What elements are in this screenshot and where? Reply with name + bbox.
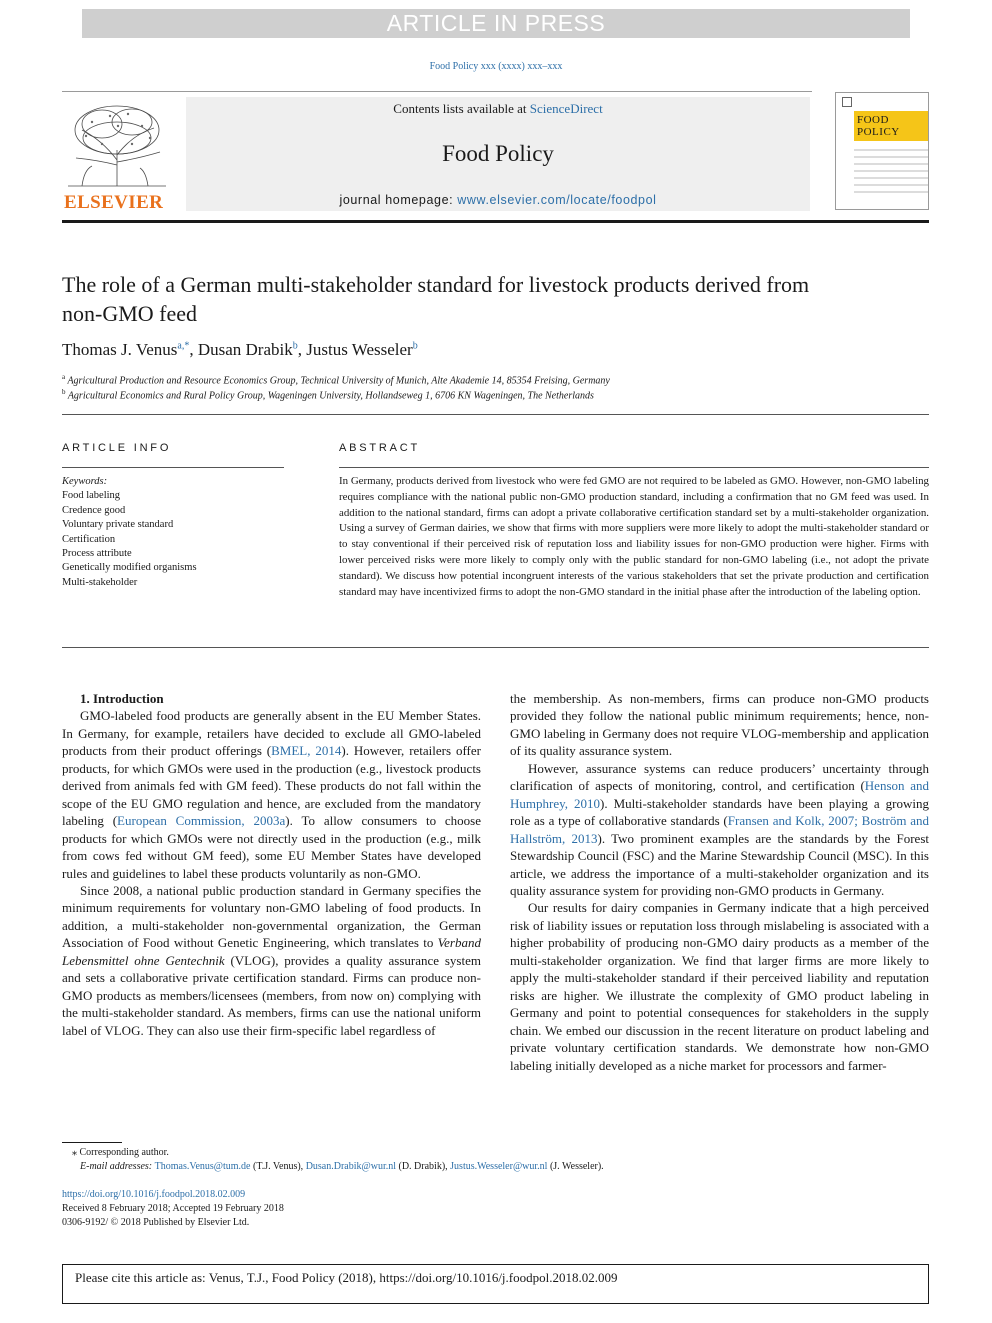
keywords-block — [62, 475, 284, 590]
keyword: Process attribute — [62, 548, 132, 560]
email-addresses: E-mail addresses: Thomas.Venus@tum.de (T.J. Venus), Dusan.Drabik@wur.nl (D. Drabik), Justus.Wesseler@wur.nl (J. Wesseler). — [80, 1161, 604, 1172]
cover-title-line1: FOOD — [857, 114, 889, 126]
article-info-rule — [62, 467, 284, 468]
homepage-link[interactable]: www.elsevier.com/locate/foodpol — [457, 193, 657, 207]
abstract-rule — [339, 467, 929, 468]
author-separator: , — [297, 340, 307, 359]
copyright-line: 0306-9192/ © 2018 Published by Elsevier Ltd. — [62, 1217, 250, 1228]
paragraph: However, assurance systems can reduce producers’ uncertainty through clarification of aspects of monitoring, control, and certification (Henson and Humphrey, 2010). Multi-stakeholder standards have been playing a growing role as a type of collaborative standards (Fransen and Kolk, 2007; Boström and Hallström, 2013). Two prominent examples are the standards by the Forest Stewardship Council (FSC) and the Marine Stewardship Council (MSC). In this article, we address the importance of a multi-stakeholder organization and its quality assurance system for providing non-GMO products in Germany. — [510, 760, 930, 898]
email-link[interactable]: Justus.Wesseler@wur.nl — [450, 1161, 548, 1172]
abstract-divider — [62, 647, 929, 648]
affiliation-text: Agricultural Economics and Rural Policy Group, Wageningen University, Hollandseweg 1, 6706 KN Wageningen, The Netherlands — [67, 390, 594, 402]
affiliation-mark: a — [62, 373, 66, 381]
article-info-heading: ARTICLE INFO — [62, 442, 172, 454]
journal-name: Food Policy — [442, 141, 554, 166]
paragraph: GMO-labeled food products are generally absent in the EU Member States. In Germany, for example, retailers have decided to exclude all GMO-labeled products from their product offerings (BMEL, 2014). However, retailers offer products, for which GMOs were used in the production (e.g., livestock products derived from animals fed with GM feed). These products do not fall within the scope of the EU GMO regulation and hence, are excluded from the mandatory labeling (European Commission, 2003a). To allow consumers to choose products for which GMOs were not directly used in the production (e.g., milk from cows fed without GM feed), some EU Member States have developed rules and guidelines to label these products voluntarily as non-GMO. — [62, 708, 481, 881]
keyword: Credence good — [62, 504, 126, 516]
header-bottom-rule — [62, 220, 929, 223]
contents-available — [186, 101, 810, 117]
abstract-heading: ABSTRACT — [339, 442, 421, 454]
article-in-press-banner: ARTICLE IN PRESS — [82, 9, 910, 38]
keyword: Voluntary private standard — [62, 519, 174, 531]
paragraph: the membership. As non-members, firms can produce non-GMO products provided they follow the national public minimum requirements; hence, non-GMO labeling in Germany does not require VLOG-membership and application of its quality assurance system. — [510, 691, 929, 759]
email-link[interactable]: Thomas.Venus@tum.de — [154, 1161, 251, 1172]
author-name: Justus Wesseler — [306, 340, 413, 359]
body-right-column — [510, 690, 929, 1074]
keyword: Genetically modified organisms — [62, 562, 197, 574]
reference-link[interactable]: Fransen and Kolk, 2007; Boström and Hallström, 2013 — [510, 813, 930, 846]
author-name: Thomas J. Venus — [62, 340, 178, 359]
journal-cover-thumbnail — [835, 92, 929, 210]
header-top-rule — [62, 91, 812, 92]
body-left-column — [62, 690, 481, 1039]
keywords-label: Keywords: — [62, 476, 108, 487]
author-list — [62, 340, 922, 360]
author-affiliation-mark[interactable]: b — [292, 340, 298, 352]
paragraph: Our results for dairy companies in Germany indicate that a high perceived risk of liability issues or reputation loss through mislabeling is associated with a higher probability of producing non-GMO dairy products as a member of the multi-stakeholder organization. We find that larger firms are more likely to apply the multi-stakeholder standard if their perceived liability and reputation risks are higher. We illustrate the complexity of GMO product labeling in Germany and point to potential consequences for stakeholders in the supply chain. We embed our discussion in the recent literature on product labeling and private voluntary certification standards. We demonstrate how non-GMO labeling initially developed as a niche market for processors and farmer- — [510, 900, 929, 1073]
article-title: The role of a German multi-stakeholder standard for livestock products derived from non-GMO feed — [62, 272, 810, 326]
affiliation-text: Agricultural Production and Resource Economics Group, Technical University of Munich, Alte Akademie 14, 85354 Freising, Germany — [67, 375, 610, 387]
affiliation-a — [62, 373, 922, 386]
author-name: Dusan Drabik — [197, 340, 293, 359]
cover-text-lines — [854, 149, 928, 198]
contents-prefix: Contents lists available at — [393, 101, 530, 116]
sciencedirect-link[interactable]: ScienceDirect — [529, 101, 603, 116]
received-dates: Received 8 February 2018; Accepted 19 February 2018 — [62, 1203, 284, 1214]
journal-header-box — [186, 97, 810, 211]
reference-link[interactable]: BMEL, 2014 — [271, 743, 342, 759]
reference-link[interactable]: Henson and Humphrey, 2010 — [510, 778, 929, 811]
title-divider — [62, 414, 929, 415]
keyword: Multi-stakeholder — [62, 576, 138, 588]
cite-this-article-box: Please cite this article as: Venus, T.J., Food Policy (2018), https://doi.org/10.1016/j.foodpol.2018.02.009 — [62, 1264, 929, 1304]
email-link[interactable]: Dusan.Drabik@wur.nl — [305, 1161, 396, 1172]
doi-link[interactable]: https://doi.org/10.1016/j.foodpol.2018.02.009 — [62, 1189, 246, 1200]
homepage-prefix: journal homepage: — [339, 193, 458, 207]
reference-link[interactable]: European Commission, 2003a — [117, 813, 286, 829]
keyword: Certification — [62, 533, 116, 545]
journal-citation: Food Policy xxx (xxxx) xxx–xxx — [429, 61, 563, 72]
cover-title-band — [854, 111, 928, 141]
cover-title-line2: POLICY — [857, 126, 900, 138]
paragraph: Since 2008, a national public production standard in Germany specifies the minimum requirements for voluntary non-GMO labeling of food products. In addition, a multi-stakeholder non-governmental organization, the German Association of Food without Genetic Engineering, which translates to Verband Lebensmittel ohne Gentechnik (VLOG), provides a quality assurance system and sets a collaborative private certification standard. Firms can produce non-GMO products as members/licensees (members, from now on) complying with the multi-stakeholder standard. As members, firms can use the national uniform label of VLOG. They can also use their firm-specific label regardless of — [62, 882, 481, 1038]
abstract-text: In Germany, products derived from livestock who were fed GMO are not required to be labeled as GMO. However, non-GMO labeling requires compliance with the national public non-GMO production standard, including a confirmation that no GM feed was used. In addition to the national standard, firms can adopt a private collaborative certification standard set by a multi-stakeholder organization. Using a survey of German dairies, we show that firms with more suppliers were more likely to adopt the multi-stakeholder standard or to stay conventional if their perceived risk of reputation loss and liability issues for non-GMO production were higher. Firms with lower perceived risks were more likely to comply only with the public standard for non-GMO labeling (i.e., not adopt the private standard). We discuss how potential incongruent interests of the various stakeholders that set the private production and certification standard may have incentivized firms to adopt the non-GMO standard in the initial phase after the introduction of the labeling option. — [339, 475, 929, 598]
cover-logo-icon — [842, 97, 852, 107]
section-heading: 1. Introduction — [80, 691, 164, 706]
footnote-rule — [62, 1142, 122, 1143]
affiliation-mark: b — [62, 388, 66, 396]
author-affiliation-mark[interactable]: b — [412, 340, 418, 352]
author-affiliation-mark[interactable]: a,* — [177, 340, 190, 352]
corresponding-author-note: ⁎ Corresponding author. — [72, 1147, 169, 1158]
author-separator: , — [189, 340, 198, 359]
publisher-name: ELSEVIER — [64, 192, 164, 213]
affiliation-b — [62, 388, 922, 401]
journal-homepage — [186, 193, 810, 207]
keyword: Food labeling — [62, 490, 121, 502]
